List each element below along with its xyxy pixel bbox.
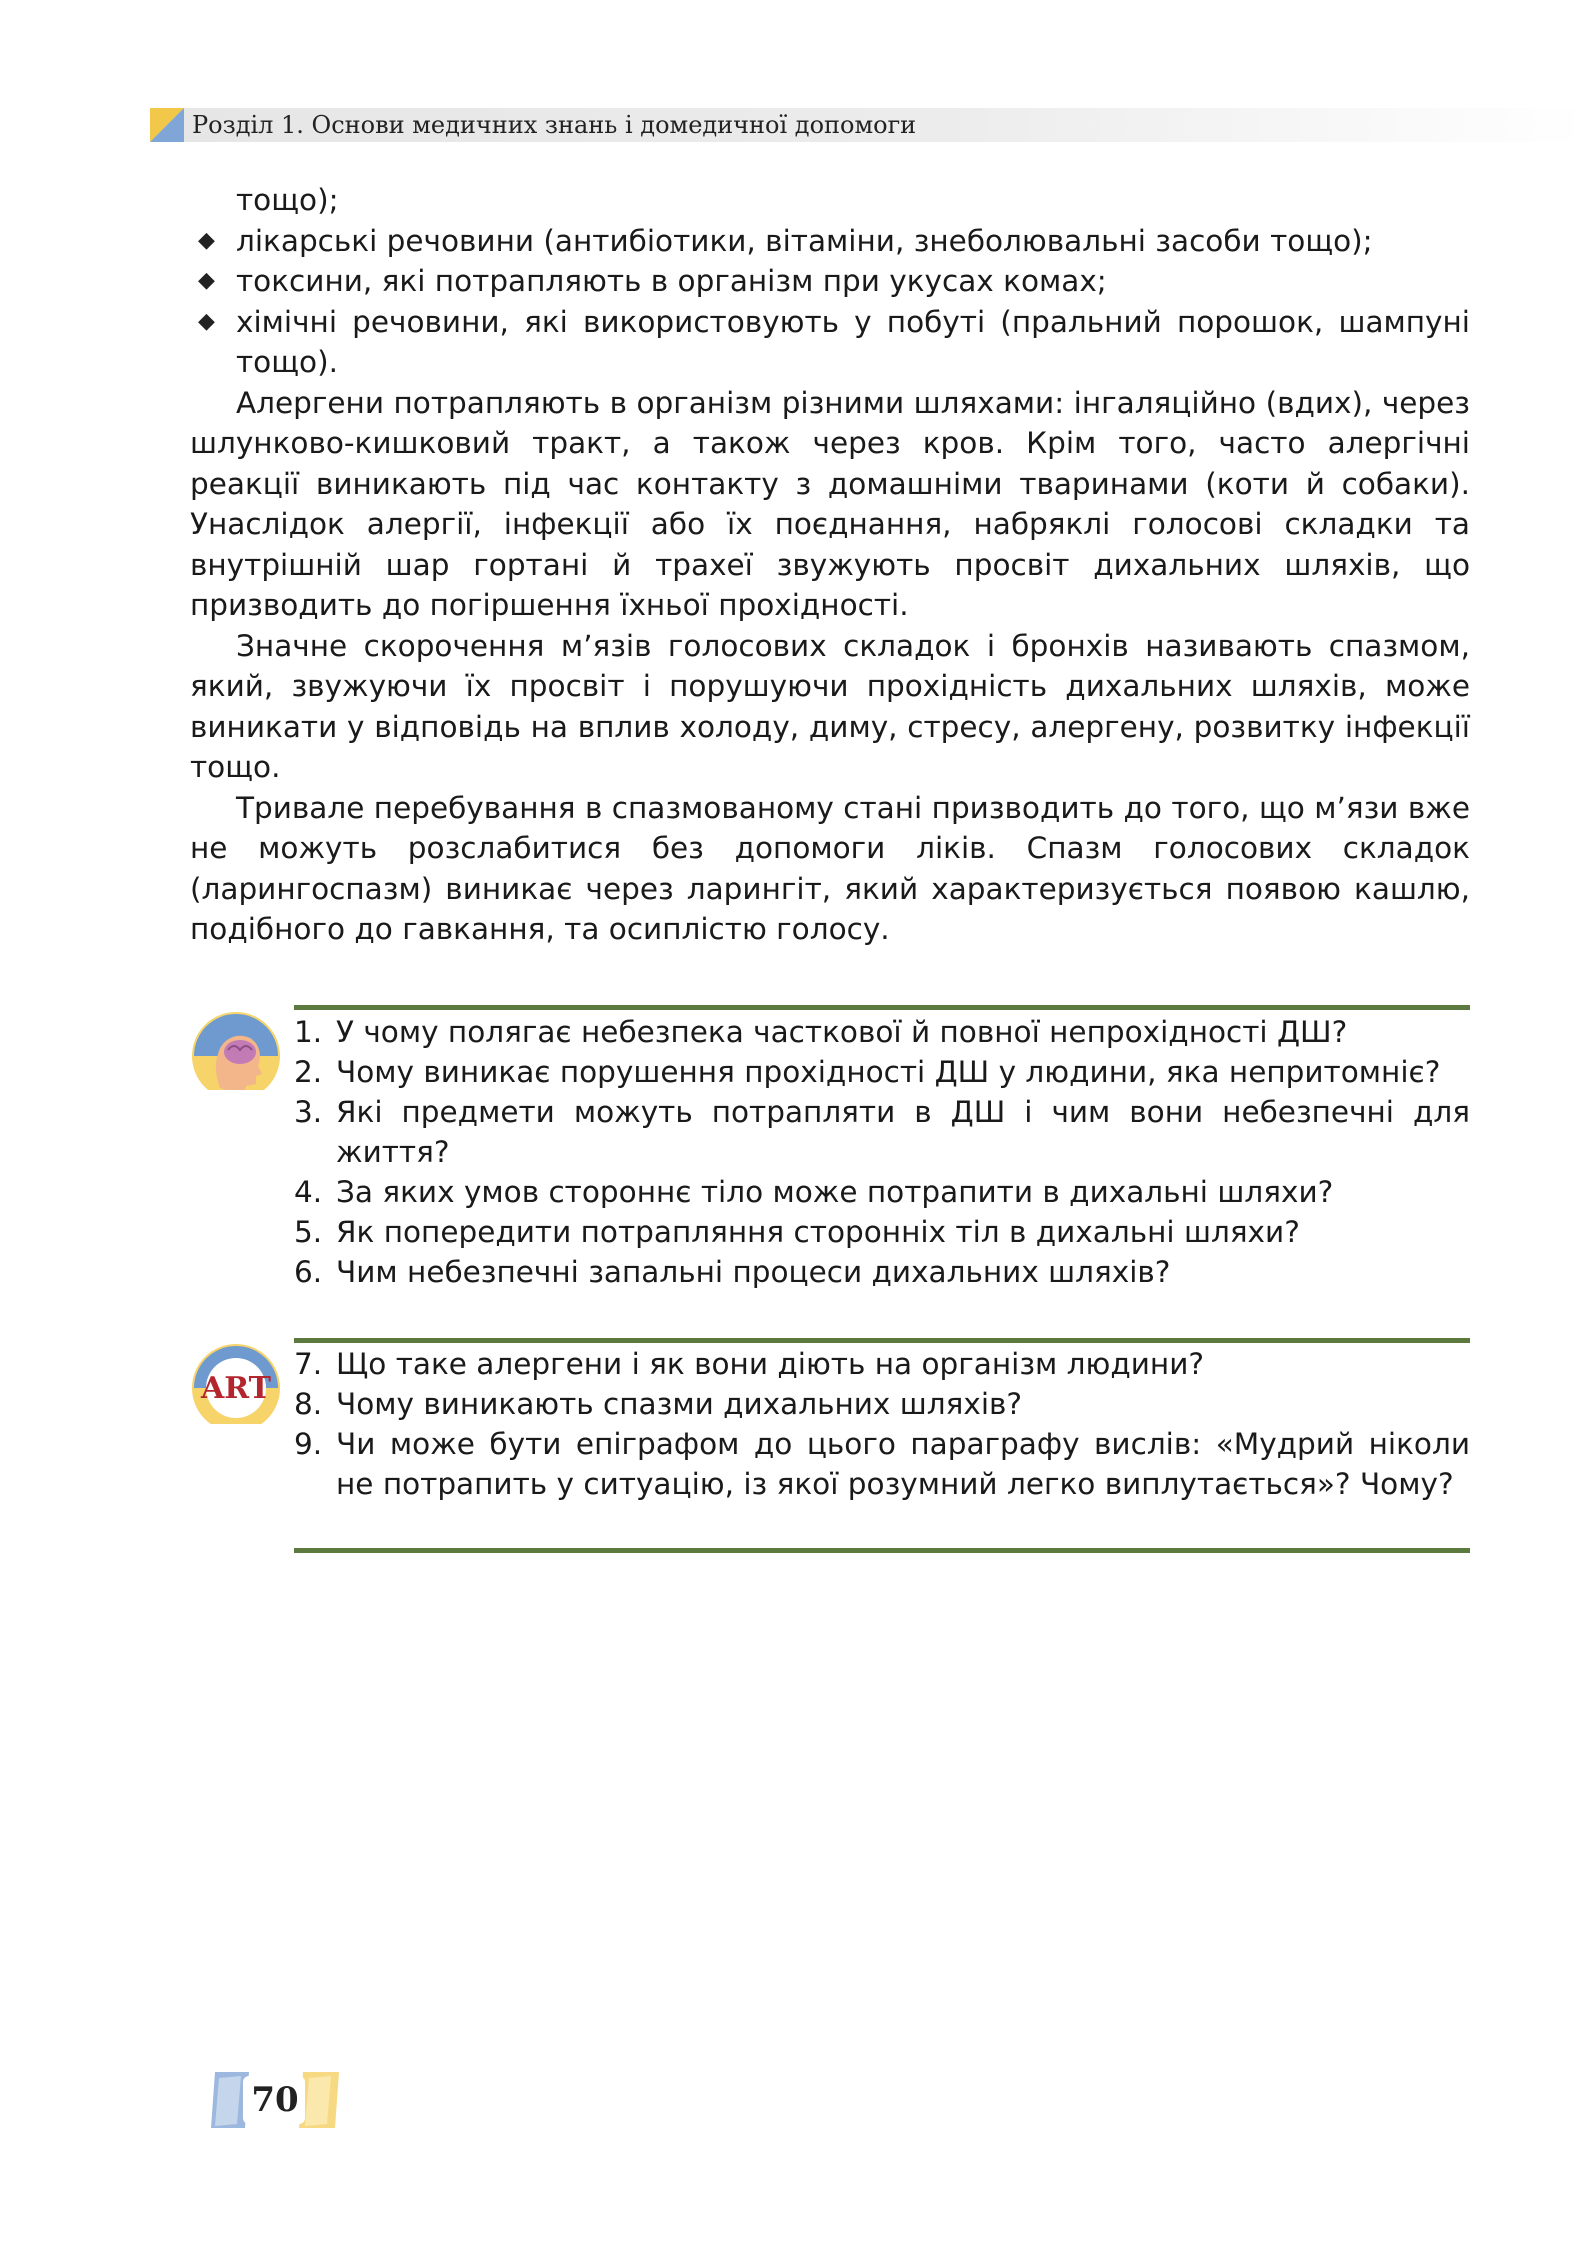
question-text: За яких умов стороннє тіло може потрапити в дихальні шляхи? [336, 1175, 1334, 1209]
paragraph: Тривале перебування в спазмованому стані призводить до того, що м’язи вже не можуть розслабитися без допомоги ліків. Спазм голосових складок (ларингоспазм) виникає через ларингіт, який характеризується появою кашлю, подібного до гавкання, та осиплістю голосу. [190, 790, 1470, 946]
diamond-bullet-icon: ◆ [198, 268, 215, 293]
question-item [294, 1012, 1470, 1052]
bullet-item [190, 302, 1470, 383]
question-item [294, 1384, 1470, 1424]
question-number: 9. [294, 1427, 323, 1461]
question-item [294, 1424, 1470, 1504]
question-text: Чим небезпечні запальні процеси дихальних шляхів? [336, 1255, 1171, 1289]
question-text: Що таке алергени і як вони діють на організм людини? [336, 1347, 1205, 1381]
paragraph: Значне скорочення м’язів голосових складок і бронхів називають спазмом, який, звужуючи їх просвіт і порушуючи прохідність дихальних шляхів, може виникати у відповідь на вплив холоду, диму, стресу, алергену, розвитку інфекції тощо. [190, 628, 1470, 784]
question-text: Чи може бути епіграфом до цього параграфу вислів: «Мудрий ніколи не потрапить у ситуацію, із якої розумний легко виплутається»? Чому? [336, 1427, 1470, 1501]
art-icon-label: ART [200, 1371, 272, 1406]
running-header-title: Розділ 1. Основи медичних знань і домедичної допомоги [192, 111, 917, 139]
question-number: 5. [294, 1215, 323, 1249]
head-brain-icon [190, 1010, 282, 1106]
bullet-item [190, 261, 1470, 302]
section-rule [294, 1338, 1470, 1343]
section-rule [294, 1005, 1470, 1010]
continued-line: тощо); [236, 183, 339, 217]
question-item [294, 1252, 1470, 1292]
questions-block [294, 1344, 1470, 1504]
art-icon [190, 1342, 282, 1438]
question-number: 3. [294, 1095, 323, 1129]
question-text: Які предмети можуть потрапляти в ДШ і чим вони небезпечні для життя? [336, 1095, 1470, 1169]
question-item [294, 1092, 1470, 1172]
diamond-bullet-icon: ◆ [198, 308, 215, 334]
question-text: Чому виникають спазми дихальних шляхів? [336, 1387, 1023, 1421]
question-item [294, 1172, 1470, 1212]
diamond-bullet-icon: ◆ [198, 227, 215, 253]
question-number: 8. [294, 1387, 323, 1421]
bullet-item [190, 221, 1470, 262]
question-item [294, 1052, 1470, 1092]
paragraph: Алергени потрапляють в організм різними шляхами: інгаляційно (вдих), через шлунково-кишковий тракт, а також через кров. Крім того, часто алергічні реакції виникають під час контакту з домашніми тваринами (коти й собаки). Унаслідок алергії, інфекції або їх поєднання, набряклі голосові складки та внутрішній шар гортані й трахеї звужують просвіт дихальних шляхів, що призводить до погіршення їхньої прохідності. [190, 385, 1470, 622]
question-number: 4. [294, 1175, 323, 1209]
page-number: 70 [251, 2080, 299, 2120]
question-text: Чому виникає порушення прохідності ДШ у людини, яка непритомніє? [336, 1055, 1441, 1089]
question-text: У чому полягає небезпека часткової й повної непрохідності ДШ? [336, 1015, 1348, 1049]
question-item [294, 1344, 1470, 1384]
header-corner-decoration-blue [150, 108, 184, 142]
main-text [190, 180, 1470, 950]
question-number: 2. [294, 1055, 323, 1089]
question-text: Як попередити потрапляння сторонніх тіл в дихальні шляхи? [336, 1215, 1300, 1249]
question-number: 1. [294, 1015, 323, 1049]
question-item [294, 1212, 1470, 1252]
bullet-text: токсини, які потрапляють в організм при укусах комах; [236, 264, 1107, 298]
bullet-text: лікарські речовини (антибіотики, вітаміни, знеболювальні засоби тощо); [236, 223, 1373, 258]
question-number: 6. [294, 1255, 323, 1289]
section-rule [294, 1548, 1470, 1553]
bullet-text: хімічні речовини, які використовують у побуті (пральний порошок, шампуні тощо). [236, 304, 1470, 379]
question-number: 7. [294, 1347, 323, 1381]
questions-block [294, 1012, 1470, 1292]
